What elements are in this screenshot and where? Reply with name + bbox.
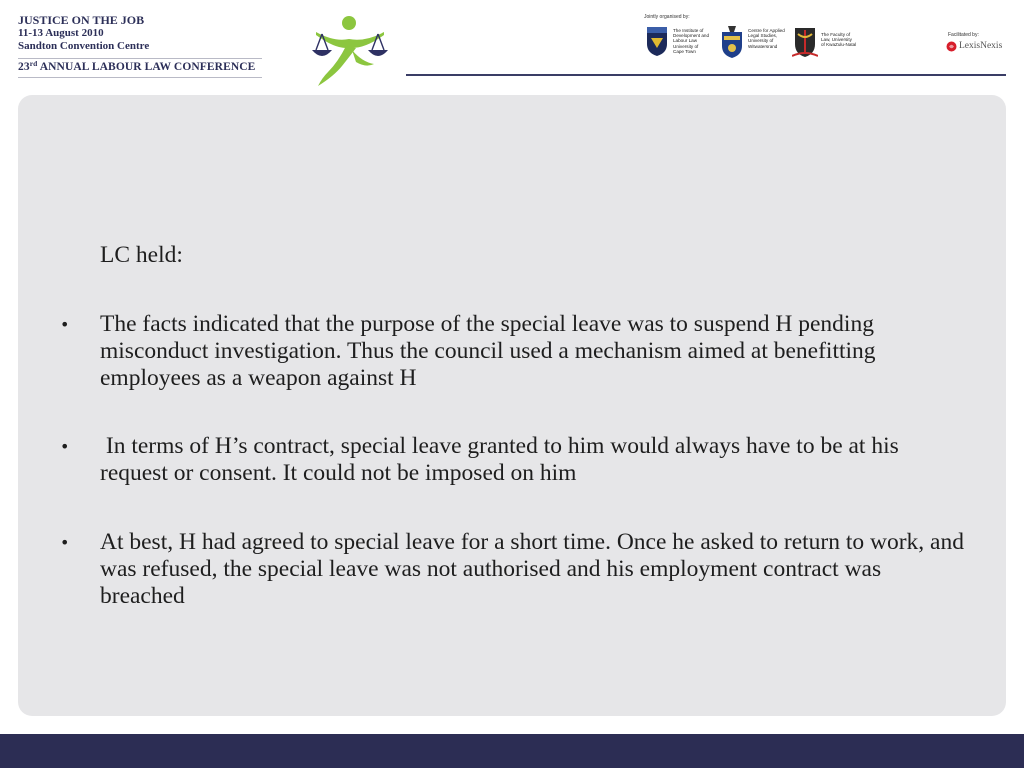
- bullet-item: [60, 433, 970, 487]
- organiser-wits-text: Centre for Applied Legal Studies, University of Witwatersrand: [748, 28, 785, 49]
- slide-body: [18, 95, 1006, 716]
- content-panel: [18, 95, 1006, 716]
- ukzn-crest-icon: [792, 26, 818, 58]
- conference-divider-bottom: [18, 77, 262, 78]
- facilitator-name: LexisNexis: [959, 41, 1003, 51]
- header-divider: [406, 74, 1006, 76]
- organiser-wits: [720, 26, 792, 60]
- conference-divider: [18, 58, 262, 59]
- bullet-item: [60, 311, 970, 392]
- organiser-ukzn: [792, 26, 864, 60]
- bullet-text: The facts indicated that the purpose of the special leave was to suspend H pending misconduct investigation. Thus the council used a mechanism aimed at benefitting employees as a weapon against H: [100, 311, 876, 391]
- organiser-uct-text: The Institute of Development and Labour Law University of Cape Town: [673, 28, 710, 54]
- facilitated-by-label: Facilitated by:: [948, 32, 979, 38]
- uct-crest-icon: [646, 26, 668, 56]
- organiser-ukzn-text: The Faculty of Law, University of KwaZulu-Natal: [821, 32, 857, 48]
- wits-crest-icon: [720, 26, 744, 58]
- organiser-uct: [646, 26, 718, 60]
- conference-title: JUSTICE ON THE JOB: [18, 13, 145, 27]
- lexisnexis-emblem-icon: [946, 41, 957, 52]
- bullet-text: At best, H had agreed to special leave for a short time. Once he asked to return to work, and was refused, the special leave was not authorised and his employment contract was breached: [100, 529, 964, 609]
- bullet-text: In terms of H’s contract, special leave granted to him would always have to be at his request or consent. It could not be imposed on him: [100, 433, 905, 486]
- conference-venue: Sandton Convention Centre: [18, 40, 150, 52]
- conference-dates: 11-13 August 2010: [18, 27, 104, 39]
- conference-edition: 23rd ANNUAL LABOUR LAW CONFERENCE: [18, 59, 256, 73]
- bullet-item: [60, 529, 970, 610]
- conference-info: [18, 14, 262, 78]
- bullet-marker: •: [60, 533, 70, 552]
- slide-lead: LC held:: [100, 242, 183, 268]
- jointly-organised-label: Jointly organised by:: [644, 14, 690, 20]
- bullet-marker: •: [60, 437, 70, 456]
- footer-bar: [0, 734, 1024, 768]
- bullet-marker: •: [60, 315, 70, 334]
- justice-scales-logo: [308, 12, 392, 88]
- slide-header: [0, 0, 1024, 92]
